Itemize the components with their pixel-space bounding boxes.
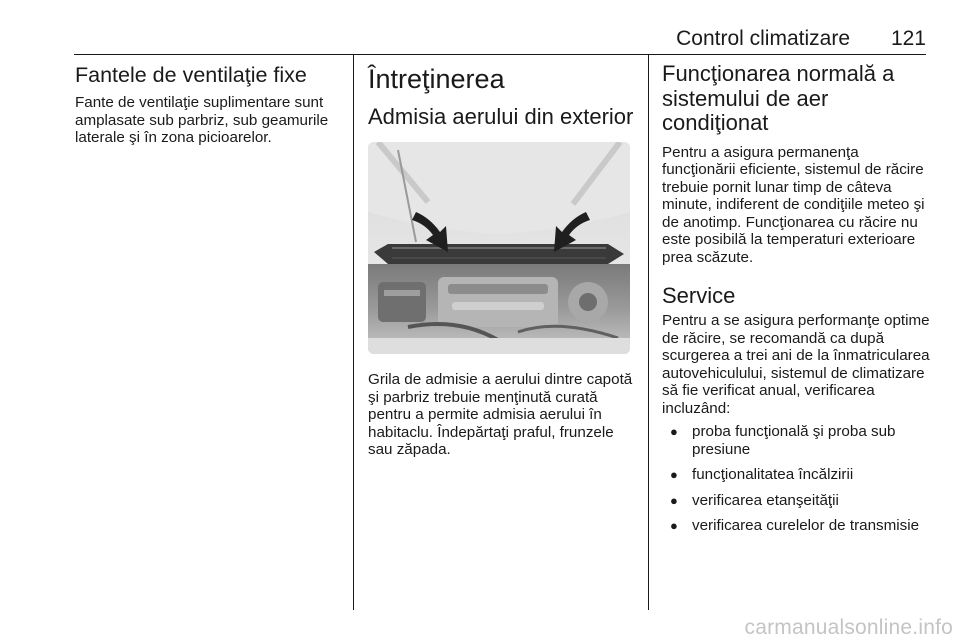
paragraph-normal-operation: Pentru a asigura permanenţa funcţionării eficiente, sistemul de răcire trebuie pornit lunar timp de câteva minute, indiferent de condiţiile meteo şi de anotimp. Funcţionarea cu răcire nu este posibilă la temperaturi exterioare prea scăzute. bbox=[662, 143, 925, 266]
section-heading-fixed-vents: Fantele de ventilaţie fixe bbox=[75, 63, 307, 87]
list-item bbox=[662, 423, 930, 458]
list-item-text: proba funcţională şi proba sub presiune bbox=[692, 423, 896, 458]
engine-bay-photo bbox=[368, 142, 630, 354]
engine-bay-illustration bbox=[368, 142, 630, 354]
subheading-air-intake: Admisia aerului din exterior bbox=[368, 104, 634, 129]
header-divider bbox=[74, 54, 926, 55]
section-heading-normal-operation: Funcţionarea normală a sistemului de aer condiţionat bbox=[662, 61, 895, 135]
column-divider-1 bbox=[353, 55, 354, 610]
watermark: carmanualsonline.info bbox=[744, 616, 953, 639]
column-1 bbox=[75, 62, 343, 147]
bullet-dot-icon: ● bbox=[670, 467, 678, 482]
list-item-text: funcţionalitatea încălzirii bbox=[692, 466, 854, 483]
section-heading-maintenance: Întreţinerea bbox=[368, 64, 505, 94]
list-item bbox=[662, 466, 930, 484]
list-item bbox=[662, 517, 930, 535]
bullet-dot-icon: ● bbox=[670, 492, 678, 508]
list-item-text: verificarea curelelor de transmisie bbox=[692, 517, 920, 534]
column-2 bbox=[368, 62, 634, 459]
list-item-text: verificarea etanşeităţii bbox=[692, 491, 839, 509]
paragraph-fixed-vents: Fante de ventilaţie suplimentare sunt amplasate sub parbriz, sub geamurile laterale şi în zona picioarelor. bbox=[75, 94, 329, 146]
column-divider-2 bbox=[648, 55, 649, 610]
bullet-dot-icon: ● bbox=[670, 424, 678, 439]
service-checklist bbox=[662, 423, 930, 535]
paragraph-air-intake: Grila de admisie a aerului dintre capotă şi parbriz trebuie menţinută curată pentru a permite admisia aerului în habitaclu. Îndepărtaţi praful, frunzele sau zăpada. bbox=[368, 371, 633, 458]
page-header-title: Control climatizare bbox=[676, 27, 850, 50]
bullet-dot-icon: ● bbox=[670, 518, 678, 533]
column-3 bbox=[662, 62, 930, 543]
section-heading-service: Service bbox=[662, 283, 736, 308]
list-item bbox=[662, 492, 930, 510]
paragraph-service: Pentru a se asigura performanţe optime de răcire, se recomandă ca după scurgerea a trei ani de la înmatricularea autovehiculului, sistemul de climatizare să fie verificat anual, verificarea incluzând: bbox=[662, 312, 930, 417]
page-number: 121 bbox=[890, 27, 926, 50]
